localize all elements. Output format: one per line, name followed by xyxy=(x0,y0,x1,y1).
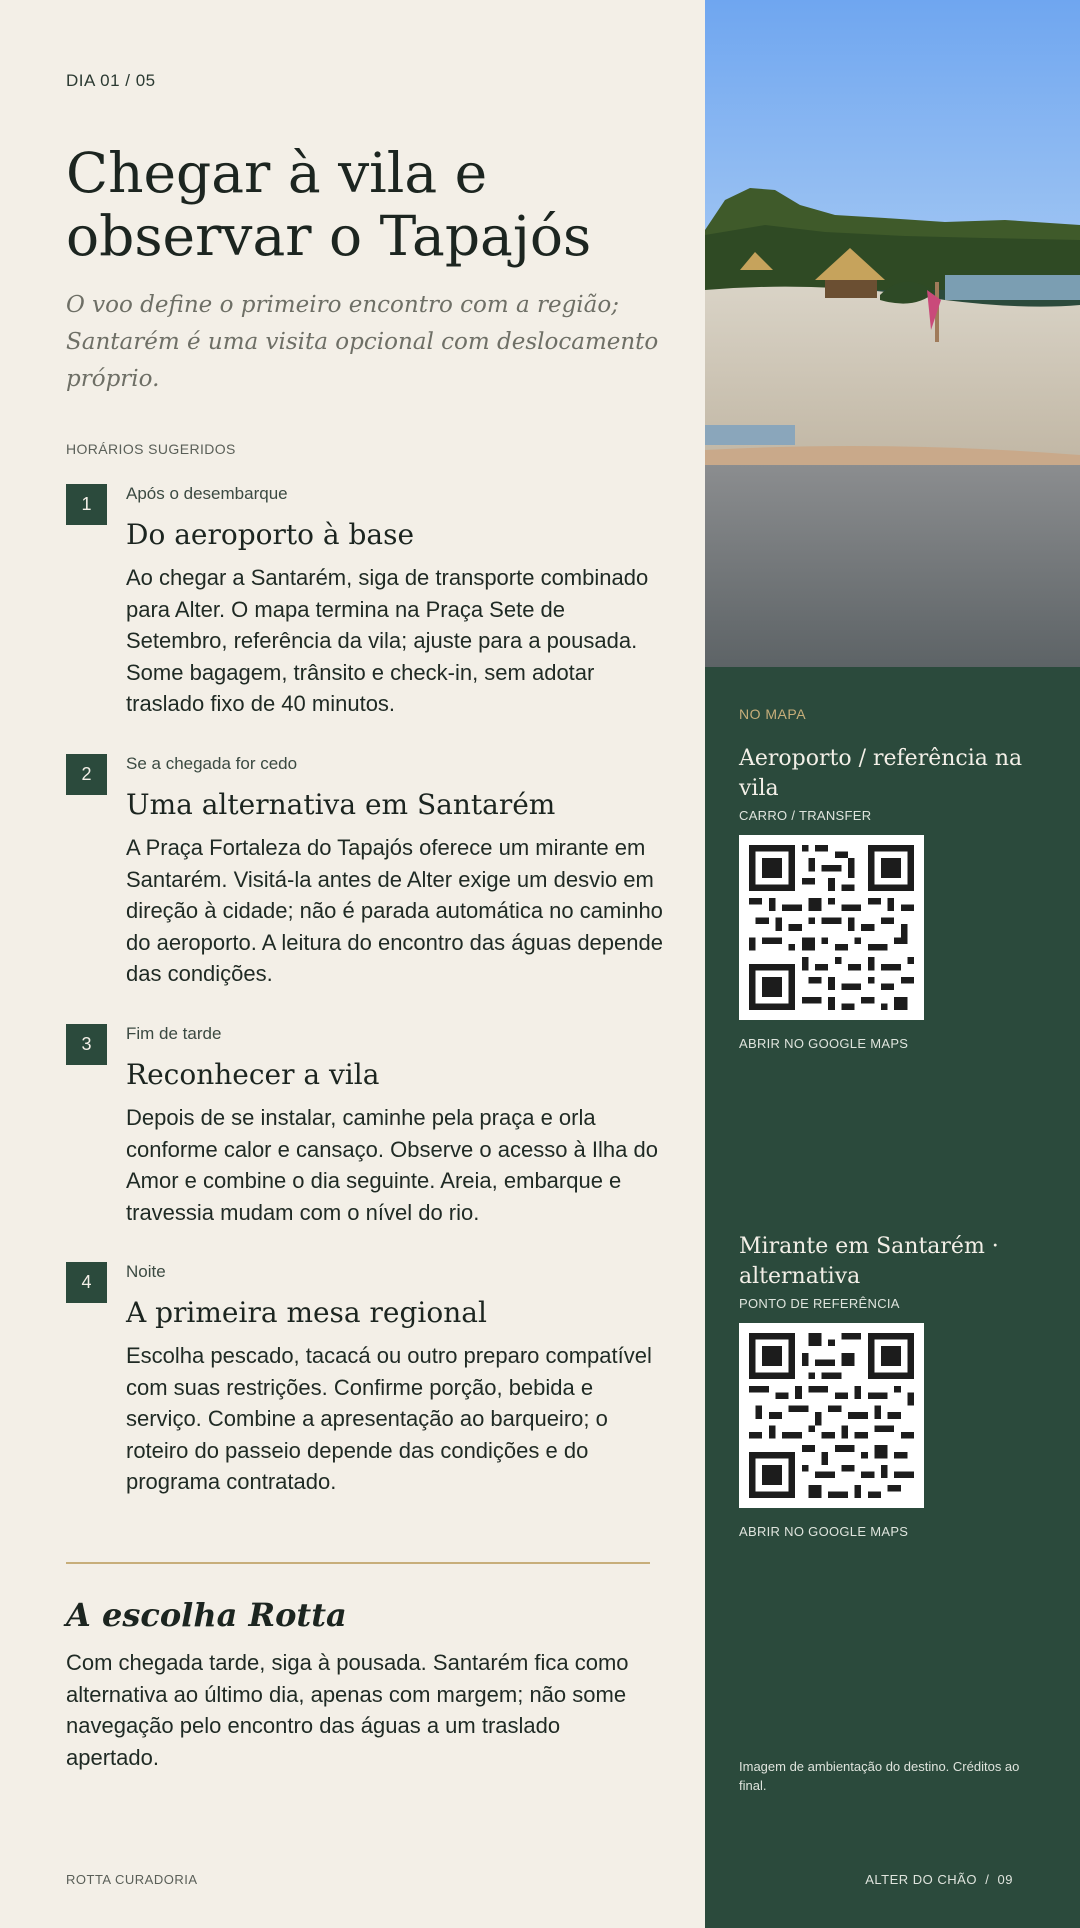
step-title: Uma alternativa em Santarém xyxy=(126,788,556,821)
place-name: Aeroporto / referência na vila xyxy=(739,746,1023,801)
schedule-label: HORÁRIOS SUGERIDOS xyxy=(66,441,236,457)
step-time: Após o desembarque xyxy=(126,484,288,503)
section-divider xyxy=(66,1562,650,1564)
image-credit: Imagem de ambientação do destino. Créditos ao final. xyxy=(739,1759,1020,1793)
step-number: 1 xyxy=(66,484,107,525)
destination-photo xyxy=(705,0,1080,667)
place-type: CARRO / TRANSFER xyxy=(739,808,872,823)
step-number: 3 xyxy=(66,1024,107,1065)
place-name: Mirante em Santarém · alternativa xyxy=(739,1234,999,1289)
step-body: A Praça Fortaleza do Tapajós oferece um mirante em Santarém. Visitá-la antes de Alter exige um desvio em direção à cidade; não é parada automática no caminho do aeroporto. A leitura do encontro das águas depende das condições. xyxy=(126,835,663,986)
page-title: Chegar à vila e observar o Tapajós xyxy=(66,141,592,268)
step-title: Do aeroporto à base xyxy=(126,518,415,551)
choice-body: Com chegada tarde, siga à pousada. Santarém fica como alternativa ao último dia, apenas com margem; não some navegação pelo encontro das águas a um traslado apertado. xyxy=(66,1650,629,1770)
footer-page: ALTER DO CHÃO / 09 xyxy=(865,1872,1013,1887)
open-google-maps-link[interactable]: ABRIR NO GOOGLE MAPS xyxy=(739,1524,909,1539)
place-type: PONTO DE REFERÊNCIA xyxy=(739,1296,900,1311)
map-place xyxy=(739,1232,1059,1539)
qr-code-icon[interactable] xyxy=(739,1323,924,1508)
day-counter: DIA 01 / 05 xyxy=(66,71,156,90)
open-google-maps-link[interactable]: ABRIR NO GOOGLE MAPS xyxy=(739,1036,909,1051)
step-time: Noite xyxy=(126,1262,166,1281)
choice-title: A escolha Rotta xyxy=(66,1596,347,1634)
step-time: Se a chegada for cedo xyxy=(126,754,298,773)
step-number: 4 xyxy=(66,1262,107,1303)
page-subtitle: O voo define o primeiro encontro com a região; Santarém é uma visita opcional com deslocamento próprio. xyxy=(66,292,659,392)
map-sidebar xyxy=(705,0,1080,1928)
step-body: Escolha pescado, tacacá ou outro preparo compatível com suas restrições. Confirme porção, bebida e serviço. Combine a apresentação ao barqueiro; o roteiro do passeio depende das condições e do programa contratado. xyxy=(126,1343,652,1494)
footer-brand: ROTTA CURADORIA xyxy=(66,1872,198,1887)
step-body: Depois de se instalar, caminhe pela praça e orla conforme calor e cansaço. Observe o acesso à Ilha do Amor e combine o dia seguinte. Areia, embarque e travessia mudam com o nível do rio. xyxy=(126,1105,658,1225)
step-number: 2 xyxy=(66,754,107,795)
step-title: A primeira mesa regional xyxy=(126,1296,487,1329)
step-title: Reconhecer a vila xyxy=(126,1058,380,1091)
map-label: NO MAPA xyxy=(739,706,807,722)
qr-code-icon[interactable] xyxy=(739,835,924,1020)
step-time: Fim de tarde xyxy=(126,1024,222,1043)
map-place xyxy=(739,744,1059,1051)
step-body: Ao chegar a Santarém, siga de transporte combinado para Alter. O mapa termina na Praça Sete de Setembro, referência da vila; ajuste para a pousada. Some bagagem, trânsito e check-in, sem adotar traslado fixo de 40 minutos. xyxy=(126,565,649,716)
